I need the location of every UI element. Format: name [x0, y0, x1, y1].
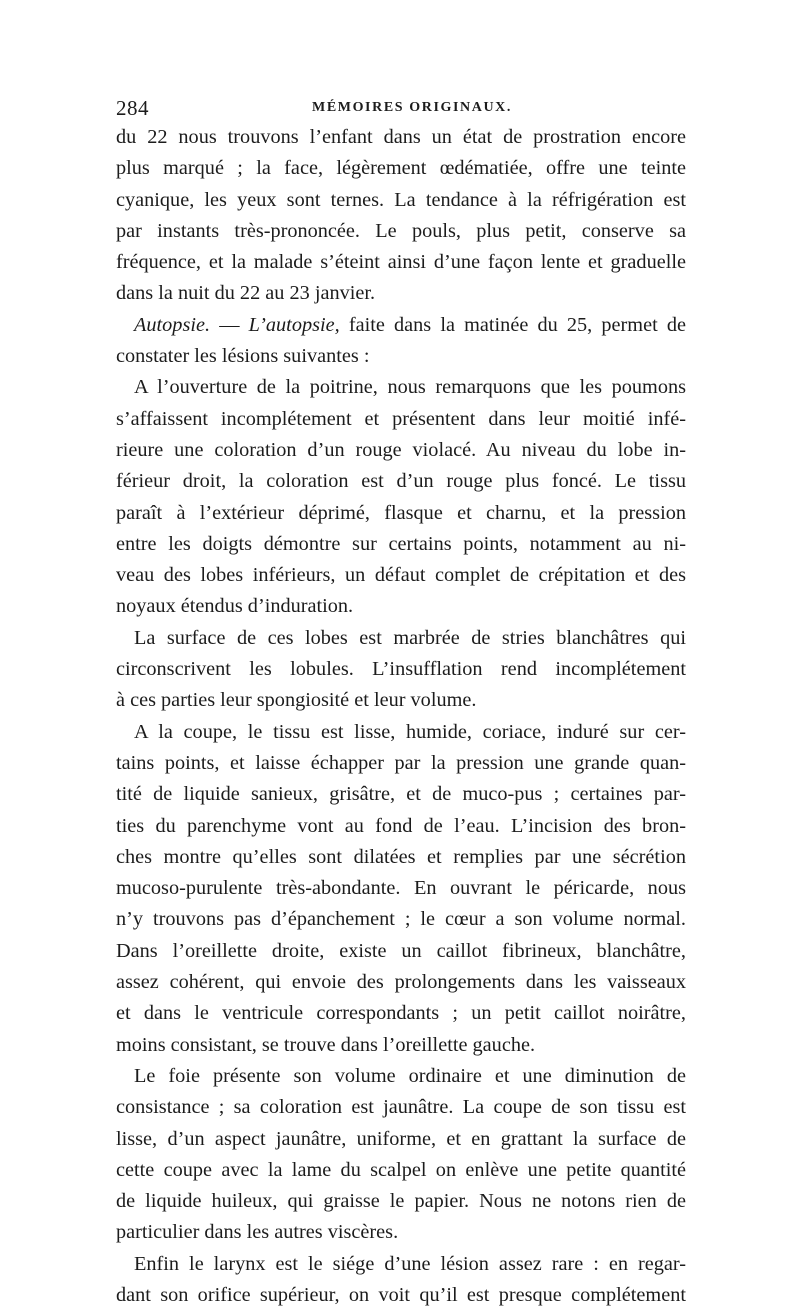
text-line: du 22 nous trouvons l’enfant dans un état de prostration encore: [116, 126, 686, 148]
text-line: n’y trouvons pas d’épanchement ; le cœur a son volume normal.: [116, 908, 686, 931]
text-line: assez cohérent, qui envoie des prolongements dans les vaisseaux: [116, 971, 686, 994]
autopsy-line: [116, 310, 686, 341]
text-line: La surface de ces lobes est marbrée de stries blanchâtres qui: [134, 626, 686, 649]
text-line: lisse, d’un aspect jaunâtre, uniforme, et en grattant la surface de: [116, 1127, 686, 1150]
text-line: circonscrivent les lobules. L’insufflation rend incomplétement: [116, 658, 686, 681]
text-line: consistance ; sa coloration est jaunâtre. La coupe de son tissu est: [116, 1096, 686, 1119]
autopsy-rest: faite dans la matinée du 25, permet de: [339, 313, 686, 336]
text-line: tains points, et laisse échapper par la pression une grande quan-: [116, 751, 686, 774]
text-line: fréquence, et la malade s’éteint ainsi d’une façon lente et graduelle: [116, 251, 686, 274]
text-line: férieur droit, la coloration est d’un rouge plus foncé. Le tissu: [116, 470, 686, 493]
text-line: moins consistant, se trouve dans l’oreillette gauche.: [116, 1033, 536, 1056]
text-line: Dans l’oreillette droite, existe un caillot fibrineux, blanchâtre,: [116, 939, 686, 962]
text-line: Le foie présente son volume ordinaire et une diminution de: [134, 1064, 686, 1087]
text-line: tité de liquide sanieux, grisâtre, et de muco-pus ; certaines par-: [116, 783, 686, 806]
text-line: veau des lobes inférieurs, un défaut complet de crépitation et des: [116, 564, 686, 587]
text-line: dant son orifice supérieur, on voit qu’il est presque complétement: [116, 1283, 686, 1306]
text-line: par instants très-prononcée. Le pouls, plus petit, conserve sa: [116, 219, 686, 242]
autopsy-term: L’autopsie,: [248, 313, 340, 336]
text-line: cyanique, les yeux sont ternes. La tendance à la réfrigération est: [116, 188, 686, 211]
text-line: constater les lésions suivantes :: [116, 345, 370, 368]
autopsy-label: Autopsie.: [134, 313, 211, 336]
text-line: de liquide huileux, qui graisse le papier. Nous ne notons rien de: [116, 1190, 686, 1213]
text-line: ches montre qu’elles sont dilatées et remplies par une sécrétion: [116, 845, 686, 868]
text-line: dans la nuit du 22 au 23 janvier.: [116, 282, 376, 305]
text-line: mucoso-purulente très-abondante. En ouvrant le péricarde, nous: [116, 877, 686, 900]
body-text: [116, 122, 686, 1311]
text-line: paraît à l’extérieur déprimé, flasque et charnu, et la pression: [116, 501, 686, 524]
text-line: noyaux étendus d’induration.: [116, 595, 354, 618]
text-line: et dans le ventricule correspondants ; un petit caillot noirâtre,: [116, 1002, 686, 1025]
text-line: à ces parties leur spongiosité et leur volume.: [116, 689, 477, 712]
text-line: Enfin le larynx est le siége d’une lésion assez rare : en regar-: [134, 1252, 686, 1275]
text-line: plus marqué ; la face, légèrement œdématiée, offre une teinte: [116, 157, 686, 180]
text-line: rieure une coloration d’un rouge violacé. Au niveau du lobe in-: [116, 438, 686, 461]
text-line: ties du parenchyme vont au fond de l’eau. L’incision des bron-: [116, 814, 686, 837]
page-number: 284: [116, 96, 149, 120]
text-line: A la coupe, le tissu est lisse, humide, coriace, induré sur cer-: [134, 720, 686, 743]
running-title: MÉMOIRES ORIGINAUX.: [312, 100, 512, 115]
text-line: entre les doigts démontre sur certains points, notamment au ni-: [116, 532, 686, 555]
text-line: A l’ouverture de la poitrine, nous remarquons que les poumons: [134, 376, 686, 399]
text-line: cette coupe avec la lame du scalpel on enlève une petite quantité: [116, 1158, 686, 1181]
text-line: s’affaissent incomplétement et présentent dans leur moitié infé-: [116, 407, 686, 430]
text-line: particulier dans les autres viscères.: [116, 1221, 399, 1244]
autopsy-dash: —: [210, 313, 249, 336]
